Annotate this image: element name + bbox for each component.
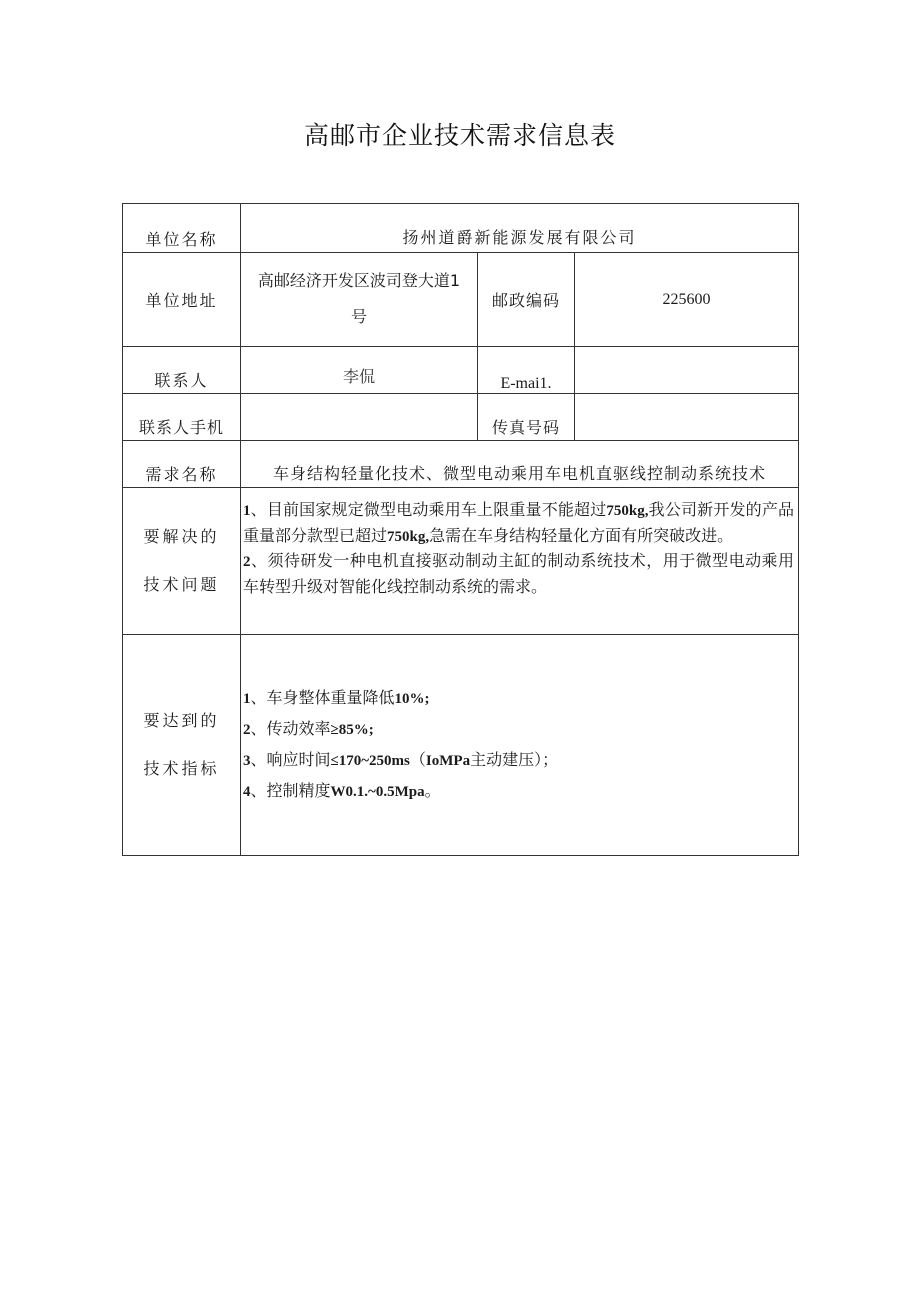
row-mobile xyxy=(123,394,799,441)
row-targets xyxy=(123,635,799,856)
target-item: 4、控制精度W0.1.~0.5Mpa。 xyxy=(243,781,441,800)
email-value xyxy=(575,347,799,394)
problem-item: 1、目前国家规定微型电动乘用车上限重量不能超过750kg,我公司新开发的产品重量部分款型已超过750kg,急需在车身结构轻量化方面有所突破改进。 xyxy=(243,500,795,545)
problems-label-line1: 要解决的 xyxy=(143,527,220,546)
target-item: 1、车身整体重量降低10%; xyxy=(243,688,430,707)
address-label: 单位地址 xyxy=(123,253,241,347)
targets-content xyxy=(241,635,799,856)
address-value: 高邮经济开发区波司登大道1号 xyxy=(241,253,478,347)
info-table xyxy=(122,203,799,856)
row-company xyxy=(123,204,799,253)
targets-label-line2: 技术指标 xyxy=(143,759,220,778)
contact-value: 李侃 xyxy=(241,347,478,394)
demand-label: 需求名称 xyxy=(123,441,241,488)
problems-content xyxy=(241,488,799,635)
postcode-value: 225600 xyxy=(575,253,799,347)
page-title: 高邮市企业技术需求信息表 xyxy=(303,121,616,150)
targets-label-line1: 要达到的 xyxy=(143,711,220,730)
company-label: 单位名称 xyxy=(123,204,241,253)
mobile-label: 联系人手机 xyxy=(123,394,241,441)
fax-value xyxy=(575,394,799,441)
postcode-label: 邮政编码 xyxy=(478,253,575,347)
demand-value: 车身结构轻量化技术、微型电动乘用车电机直驱线控制动系统技术 xyxy=(241,441,799,488)
problem-item: 2、须待研发一种电机直接驱动制动主缸的制动系统技术，用于微型电动乘用车转型升级对智能化线控制动系统的需求。 xyxy=(243,551,795,596)
mobile-value xyxy=(241,394,478,441)
email-label: E-mai1. xyxy=(478,347,575,394)
target-item: 3、响应时间≤170~250ms（IoMPa主动建压）； xyxy=(243,750,559,769)
row-problems xyxy=(123,488,799,635)
target-item: 2、传动效率≥85%; xyxy=(243,719,374,738)
contact-label: 联系人 xyxy=(123,347,241,394)
problems-label-line2: 技术问题 xyxy=(143,575,220,594)
problems-label xyxy=(123,488,241,635)
row-contact xyxy=(123,347,799,394)
company-value: 扬州道爵新能源发展有限公司 xyxy=(241,204,799,253)
row-address xyxy=(123,253,799,347)
row-demand xyxy=(123,441,799,488)
targets-label xyxy=(123,635,241,856)
fax-label: 传真号码 xyxy=(478,394,575,441)
